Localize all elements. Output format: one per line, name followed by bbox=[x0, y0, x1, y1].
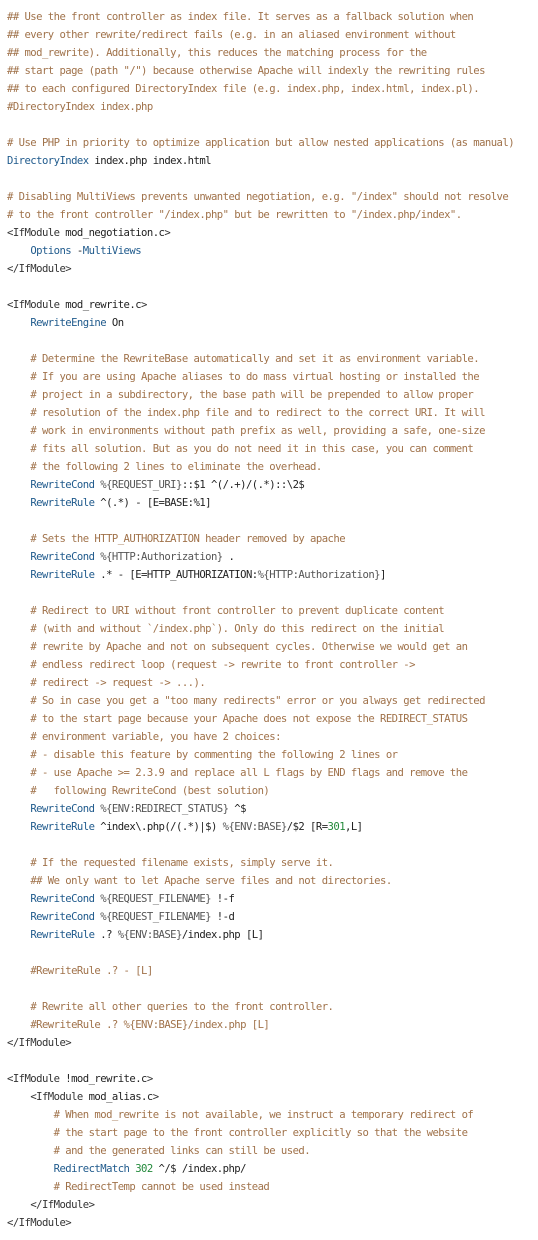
comment-token: # fits all solution. But as you do not need it in this case, you can comment bbox=[30, 443, 474, 455]
text-token bbox=[7, 317, 30, 329]
text-token: ^(.*) - [E=BASE:%1] bbox=[94, 497, 211, 509]
comment-token: # environment variable, you have 2 choices: bbox=[30, 731, 281, 743]
directive-token: RewriteRule bbox=[30, 929, 95, 941]
code-line bbox=[0, 206, 538, 224]
code-line bbox=[0, 296, 538, 314]
tag-token: > bbox=[146, 1073, 153, 1085]
text-token bbox=[7, 803, 30, 815]
code-line bbox=[0, 314, 538, 332]
code-line bbox=[0, 620, 538, 638]
code-line bbox=[0, 8, 538, 26]
comment-token: # the start page to the front controller explicitly so that the website bbox=[53, 1127, 468, 1139]
tag-token: </IfModule> bbox=[7, 263, 72, 275]
text-token: . bbox=[222, 551, 235, 563]
tag-token: > bbox=[141, 299, 147, 311]
code-line bbox=[0, 854, 538, 872]
text-token: /index.php [L] bbox=[181, 929, 264, 941]
tag-token: </IfModule> bbox=[7, 1217, 72, 1229]
comment-token: ## mod_rewrite). Additionally, this reduces the matching process for the bbox=[7, 47, 427, 59]
code-line bbox=[0, 1160, 538, 1178]
text-token bbox=[7, 641, 30, 653]
tag-token: <IfModule bbox=[30, 1091, 83, 1103]
tag-token: <IfModule bbox=[7, 227, 60, 239]
comment-token: # work in environments without path prefix as well, providing a safe, one-size bbox=[30, 425, 485, 437]
text-token: ^/$ /index.php/ bbox=[152, 1163, 246, 1175]
variable-token: %{HTTP:Authorization} bbox=[257, 569, 380, 581]
code-line bbox=[0, 386, 538, 404]
tag-token: <IfModule bbox=[7, 299, 60, 311]
code-line bbox=[0, 782, 538, 800]
comment-token: # project in a subdirectory, the base path will be prepended to allow proper bbox=[30, 389, 474, 401]
comment-token: ## every other rewrite/redirect fails (e.g. in an aliased environment without bbox=[7, 29, 456, 41]
code-line bbox=[0, 44, 538, 62]
code-line bbox=[0, 746, 538, 764]
text-token bbox=[7, 1199, 30, 1211]
code-line bbox=[0, 80, 538, 98]
code-line bbox=[0, 602, 538, 620]
text-token bbox=[7, 605, 30, 617]
code-line bbox=[0, 674, 538, 692]
directive-token: Options bbox=[30, 245, 72, 257]
comment-token: # Disabling MultiViews prevents unwanted negotiation, e.g. "/index" should not resolve bbox=[7, 191, 509, 203]
text-token: !mod_rewrite.c bbox=[59, 1073, 147, 1085]
text-token bbox=[7, 965, 30, 977]
text-token: ::$1 ^(/.+)/(.*)::\2$ bbox=[181, 479, 305, 491]
code-line bbox=[0, 710, 538, 728]
code-line bbox=[0, 728, 538, 746]
variable-token: %{HTTP:Authorization} bbox=[100, 551, 223, 563]
comment-token: ## start page (path "/") because otherwise Apache will indexly the rewriting rules bbox=[7, 65, 485, 77]
comment-token: # to the front controller "/index.php" but be rewritten to "/index.php/index". bbox=[7, 209, 462, 221]
comment-token: # to the start page because your Apache does not expose the REDIRECT_STATUS bbox=[30, 713, 468, 725]
text-token bbox=[7, 875, 30, 887]
directive-token: RewriteRule bbox=[30, 497, 95, 509]
comment-token: # Sets the HTTP_AUTHORIZATION header removed by apache bbox=[30, 533, 346, 545]
text-token bbox=[7, 749, 30, 761]
code-line bbox=[0, 944, 538, 962]
code-line bbox=[0, 998, 538, 1016]
code-line bbox=[0, 134, 538, 152]
comment-token: # rewrite by Apache and not on subsequent cycles. Otherwise we would get an bbox=[30, 641, 468, 653]
text-token: !-d bbox=[210, 911, 235, 923]
text-token bbox=[7, 659, 30, 671]
number-token: 301 bbox=[327, 821, 346, 833]
tag-token: <IfModule bbox=[7, 1073, 60, 1085]
code-line bbox=[0, 764, 538, 782]
text-token bbox=[7, 551, 30, 563]
code-line bbox=[0, 962, 538, 980]
code-line bbox=[0, 800, 538, 818]
directive-token: RewriteRule bbox=[30, 821, 95, 833]
text-token bbox=[7, 371, 30, 383]
code-line bbox=[0, 494, 538, 512]
text-token bbox=[7, 695, 30, 707]
text-token bbox=[7, 425, 30, 437]
comment-token: #DirectoryIndex index.php bbox=[7, 101, 153, 113]
tag-token: > bbox=[152, 1091, 159, 1103]
text-token: On bbox=[106, 317, 124, 329]
code-line bbox=[0, 638, 538, 656]
directive-token: RewriteRule bbox=[30, 569, 95, 581]
text-token bbox=[7, 1109, 54, 1121]
directive-token: DirectoryIndex bbox=[7, 155, 89, 167]
text-token bbox=[7, 713, 30, 725]
comment-token: # (with and without `/index.php`). Only do this redirect on the initial bbox=[30, 623, 445, 635]
text-token bbox=[7, 461, 30, 473]
text-token: !-f bbox=[210, 893, 235, 905]
directive-token: RewriteEngine bbox=[30, 317, 107, 329]
comment-token: # Use PHP in priority to optimize application but allow nested applications (as manual) bbox=[7, 137, 515, 149]
comment-token: ## to each configured DirectoryIndex file (e.g. index.php, index.html, index.pl). bbox=[7, 83, 480, 95]
code-line bbox=[0, 584, 538, 602]
text-token bbox=[7, 443, 30, 455]
text-token: mod_rewrite.c bbox=[59, 299, 142, 311]
text-token bbox=[7, 857, 30, 869]
code-line bbox=[0, 116, 538, 134]
directive-token: RewriteCond bbox=[30, 479, 95, 491]
number-token: 302 bbox=[135, 1163, 153, 1175]
comment-token: ## We only want to let Apache serve files and not directories. bbox=[30, 875, 392, 887]
comment-token: # and the generated links can still be used. bbox=[53, 1145, 311, 1157]
code-line bbox=[0, 908, 538, 926]
text-token bbox=[7, 1181, 54, 1193]
text-token: .* - [E=HTTP_AUTHORIZATION: bbox=[94, 569, 258, 581]
code-line bbox=[0, 422, 538, 440]
comment-token: # So in case you get a "too many redirects" error or you always get redirected bbox=[30, 695, 485, 707]
code-line bbox=[0, 1124, 538, 1142]
comment-token: # Redirect to URI without front controller to prevent duplicate content bbox=[30, 605, 445, 617]
code-line bbox=[0, 1016, 538, 1034]
text-token: .? bbox=[94, 929, 118, 941]
comment-token: # Rewrite all other queries to the front controller. bbox=[30, 1001, 334, 1013]
comment-token: # - disable this feature by commenting the following 2 lines or bbox=[30, 749, 398, 761]
code-line bbox=[0, 656, 538, 674]
code-line bbox=[0, 368, 538, 386]
text-token bbox=[7, 677, 30, 689]
text-token bbox=[7, 731, 30, 743]
text-token bbox=[7, 389, 30, 401]
tag-token: </IfModule> bbox=[30, 1199, 95, 1211]
comment-token: # If you are using Apache aliases to do mass virtual hosting or installed the bbox=[30, 371, 480, 383]
code-line bbox=[0, 440, 538, 458]
comment-token: # resolution of the index.php file and to redirect to the correct URI. It will bbox=[30, 407, 485, 419]
text-token bbox=[7, 245, 30, 257]
directive-token: RewriteCond bbox=[30, 551, 95, 563]
text-token bbox=[7, 1127, 54, 1139]
code-line bbox=[0, 692, 538, 710]
code-line bbox=[0, 980, 538, 998]
comment-token: #RewriteRule .? %{ENV:BASE}/index.php [L] bbox=[30, 1019, 270, 1031]
text-token: ^$ bbox=[228, 803, 246, 815]
code-line bbox=[0, 458, 538, 476]
text-token bbox=[7, 785, 30, 797]
comment-token: #RewriteRule .? - [L] bbox=[30, 965, 153, 977]
text-token: mod_alias.c bbox=[82, 1091, 153, 1103]
comment-token: # redirect -> request -> ...). bbox=[30, 677, 206, 689]
code-line bbox=[0, 818, 538, 836]
comment-token: ## Use the front controller as index file. It serves as a fallback solution when bbox=[7, 11, 474, 23]
text-token bbox=[7, 1019, 30, 1031]
text-token bbox=[7, 929, 30, 941]
code-line bbox=[0, 170, 538, 188]
text-token bbox=[7, 407, 30, 419]
code-line bbox=[0, 62, 538, 80]
code-line bbox=[0, 512, 538, 530]
tag-token: > bbox=[164, 227, 171, 239]
code-line bbox=[0, 548, 538, 566]
comment-token: # When mod_rewrite is not available, we instruct a temporary redirect of bbox=[53, 1109, 474, 1121]
text-token: ] bbox=[380, 569, 386, 581]
code-line bbox=[0, 1106, 538, 1124]
code-line bbox=[0, 476, 538, 494]
code-line bbox=[0, 1142, 538, 1160]
text-token: mod_negotiation.c bbox=[59, 227, 165, 239]
text-token bbox=[7, 479, 30, 491]
text-token: index.php index.html bbox=[88, 155, 211, 167]
code-line bbox=[0, 530, 538, 548]
code-line bbox=[0, 1214, 538, 1232]
text-token bbox=[7, 1091, 30, 1103]
code-line bbox=[0, 404, 538, 422]
text-token bbox=[7, 569, 30, 581]
variable-token: %{ENV:REDIRECT_STATUS} bbox=[100, 803, 229, 815]
code-line bbox=[0, 188, 538, 206]
text-token: ,L] bbox=[345, 821, 363, 833]
variable-token: %{REQUEST_URI} bbox=[100, 479, 182, 491]
code-line bbox=[0, 278, 538, 296]
text-token bbox=[7, 533, 30, 545]
text-token: - bbox=[71, 245, 83, 257]
code-line bbox=[0, 152, 538, 170]
directive-token: RewriteCond bbox=[30, 911, 95, 923]
code-line bbox=[0, 1070, 538, 1088]
code-line bbox=[0, 26, 538, 44]
comment-token: # following RewriteCond (best solution) bbox=[30, 785, 270, 797]
code-line bbox=[0, 836, 538, 854]
code-line bbox=[0, 872, 538, 890]
code-line bbox=[0, 1034, 538, 1052]
variable-token: %{REQUEST_FILENAME} bbox=[100, 893, 211, 905]
text-token bbox=[7, 1163, 54, 1175]
code-line bbox=[0, 890, 538, 908]
directive-token: RewriteCond bbox=[30, 893, 95, 905]
text-token bbox=[7, 821, 30, 833]
text-token bbox=[7, 1145, 54, 1157]
text-token: ^index\.php(/(.*)|$) bbox=[94, 821, 223, 833]
comment-token: # If the requested filename exists, simply serve it. bbox=[30, 857, 334, 869]
code-line bbox=[0, 1178, 538, 1196]
code-line bbox=[0, 350, 538, 368]
code-line bbox=[0, 242, 538, 260]
comment-token: # endless redirect loop (request -> rewrite to front controller -> bbox=[30, 659, 415, 671]
variable-token: %{ENV:BASE} bbox=[222, 821, 287, 833]
code-line bbox=[0, 260, 538, 278]
text-token bbox=[7, 497, 30, 509]
code-line bbox=[0, 566, 538, 584]
code-line bbox=[0, 224, 538, 242]
comment-token: # - use Apache >= 2.3.9 and replace all L flags by END flags and remove the bbox=[30, 767, 468, 779]
variable-token: %{ENV:BASE} bbox=[117, 929, 182, 941]
comment-token: # Determine the RewriteBase automatically and set it as environment variable. bbox=[30, 353, 480, 365]
text-token: /$2 [R= bbox=[286, 821, 328, 833]
comment-token: # RedirectTemp cannot be used instead bbox=[53, 1181, 270, 1193]
directive-token: RedirectMatch bbox=[53, 1163, 130, 1175]
code-line bbox=[0, 98, 538, 116]
text-token bbox=[7, 893, 30, 905]
code-line bbox=[0, 1196, 538, 1214]
directive-token: MultiViews bbox=[82, 245, 142, 257]
code-line bbox=[0, 1052, 538, 1070]
code-line bbox=[0, 1088, 538, 1106]
text-token bbox=[7, 1001, 30, 1013]
code-line bbox=[0, 926, 538, 944]
code-line bbox=[0, 332, 538, 350]
text-token bbox=[7, 353, 30, 365]
comment-token: # the following 2 lines to eliminate the overhead. bbox=[30, 461, 322, 473]
text-token bbox=[7, 623, 30, 635]
tag-token: </IfModule> bbox=[7, 1037, 72, 1049]
directive-token: RewriteCond bbox=[30, 803, 95, 815]
variable-token: %{REQUEST_FILENAME} bbox=[100, 911, 211, 923]
text-token bbox=[7, 911, 30, 923]
text-token bbox=[7, 767, 30, 779]
